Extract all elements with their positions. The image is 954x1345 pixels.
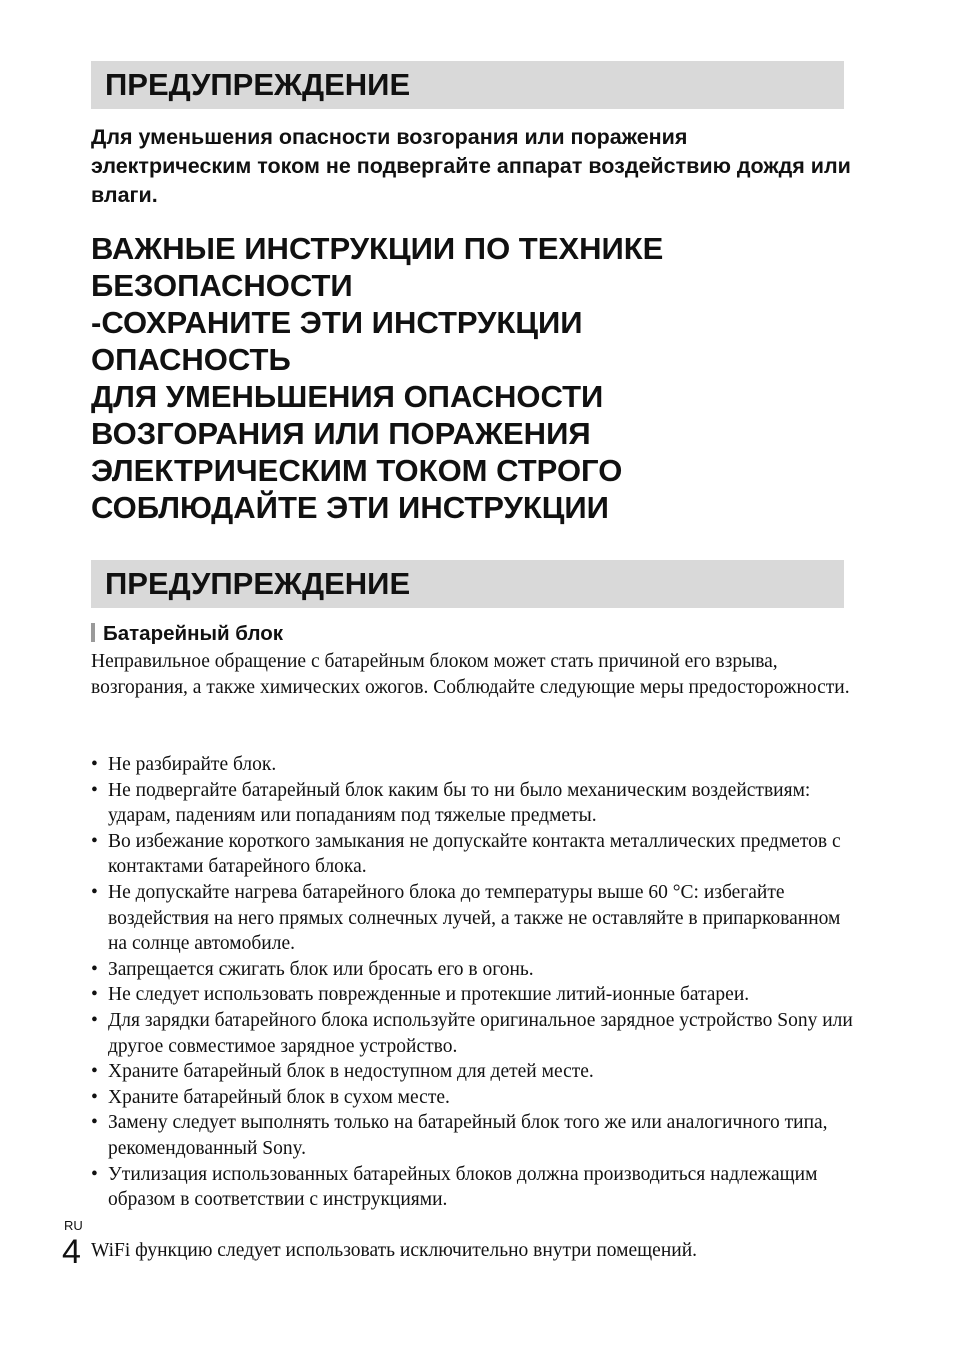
list-item-text: Не допускайте нагрева батарейного блока до температуры выше 60 °C: избегайте воздействия на него прямых солнечных лучей, а также не оставляйте в припаркованном на солнце автомобиле. <box>108 881 841 955</box>
list-item <box>91 752 861 778</box>
wifi-usage-note: WiFi функцию следует использовать исключительно внутри помещений. <box>91 1240 698 1261</box>
battery-section-heading <box>91 621 283 647</box>
bullet-icon: • <box>91 1163 98 1185</box>
warning-banner-title: ПРЕДУПРЕЖДЕНИЕ <box>105 566 411 601</box>
bullet-icon: • <box>91 830 98 852</box>
list-item-text: Не следует использовать поврежденные и протекшие литий-ионные батареи. <box>108 984 750 1006</box>
list-item-text: Храните батарейный блок в недоступном для детей месте. <box>108 1061 594 1083</box>
heading-line: ЭЛЕКТРИЧЕСКИМ ТОКОМ СТРОГО <box>91 453 623 488</box>
list-item <box>91 778 861 829</box>
bullet-icon: • <box>91 779 98 801</box>
warning-banner-second <box>91 560 844 608</box>
bullet-icon: • <box>91 754 98 775</box>
list-item-text: Запрещается сжигать блок или бросать его в огонь. <box>108 958 534 980</box>
heading-line: ДЛЯ УМЕНЬШЕНИЯ ОПАСНОСТИ <box>91 379 604 414</box>
list-item <box>91 982 861 1008</box>
language-code-label: RU <box>64 1218 83 1233</box>
important-safety-heading <box>91 230 871 526</box>
list-item-text: Храните батарейный блок в сухом месте. <box>108 1086 450 1108</box>
heading-line: ВАЖНЫЕ ИНСТРУКЦИИ ПО ТЕХНИКЕ <box>91 231 664 266</box>
section-marker-bar <box>91 623 95 642</box>
list-item <box>91 1008 861 1059</box>
heading-line: -СОХРАНИТЕ ЭТИ ИНСТРУКЦИИ <box>91 305 583 340</box>
list-item <box>91 880 861 957</box>
warning-banner-title: ПРЕДУПРЕЖДЕНИЕ <box>105 67 411 102</box>
bullet-icon: • <box>91 1061 98 1083</box>
list-item <box>91 1059 861 1085</box>
bullet-icon: • <box>91 984 98 1006</box>
list-item-text: Не подвергайте батарейный блок каким бы то ни было механическим воздействиям: ударам, падениям или попаданиям под тяжелые предметы. <box>108 779 811 827</box>
list-item-text: Во избежание короткого замыкания не допускайте контакта металлических предметов с контактами батарейного блока. <box>108 830 841 878</box>
list-item <box>91 1162 861 1213</box>
list-item-text: Замену следует выполнять только на батарейный блок того же или аналогичного типа, рекомендованный Sony. <box>108 1112 828 1159</box>
heading-line: ВОЗГОРАНИЯ ИЛИ ПОРАЖЕНИЯ <box>91 416 591 451</box>
warning-banner-top <box>91 61 844 109</box>
bullet-icon: • <box>91 1086 98 1108</box>
bullet-icon: • <box>91 958 98 980</box>
battery-intro-paragraph: Неправильное обращение с батарейным блоком может стать причиной его взрыва, возгорания, а также химических ожогов. Соблюдайте следующие меры предосторожности. <box>91 651 850 699</box>
bullet-icon: • <box>91 881 98 903</box>
heading-line: СОБЛЮДАЙТЕ ЭТИ ИНСТРУКЦИИ <box>91 490 609 525</box>
list-item <box>91 957 861 983</box>
list-item <box>91 829 861 880</box>
heading-line: ОПАСНОСТЬ <box>91 342 291 377</box>
list-item-text: Не разбирайте блок. <box>108 754 277 775</box>
battery-heading-text: Батарейный блок <box>103 622 283 645</box>
warning-paragraph: Для уменьшения опасности возгорания или поражения электрическим током не подвергайте аппарат воздействию дождя или влаги. <box>91 125 851 207</box>
list-item-text: Утилизация использованных батарейных блоков должна производиться надлежащим образом в соответствии с инструкциями. <box>108 1163 818 1211</box>
page-number: 4 <box>62 1233 81 1271</box>
bullet-icon: • <box>91 1112 98 1134</box>
list-item <box>91 1110 861 1161</box>
list-item-text: Для зарядки батарейного блока используйте оригинальное зарядное устройство Sony или другое совместимое зарядное устройство. <box>108 1009 853 1057</box>
battery-precautions-list <box>91 752 861 1213</box>
heading-line: БЕЗОПАСНОСТИ <box>91 268 353 303</box>
bullet-icon: • <box>91 1009 98 1031</box>
list-item <box>91 1085 861 1111</box>
